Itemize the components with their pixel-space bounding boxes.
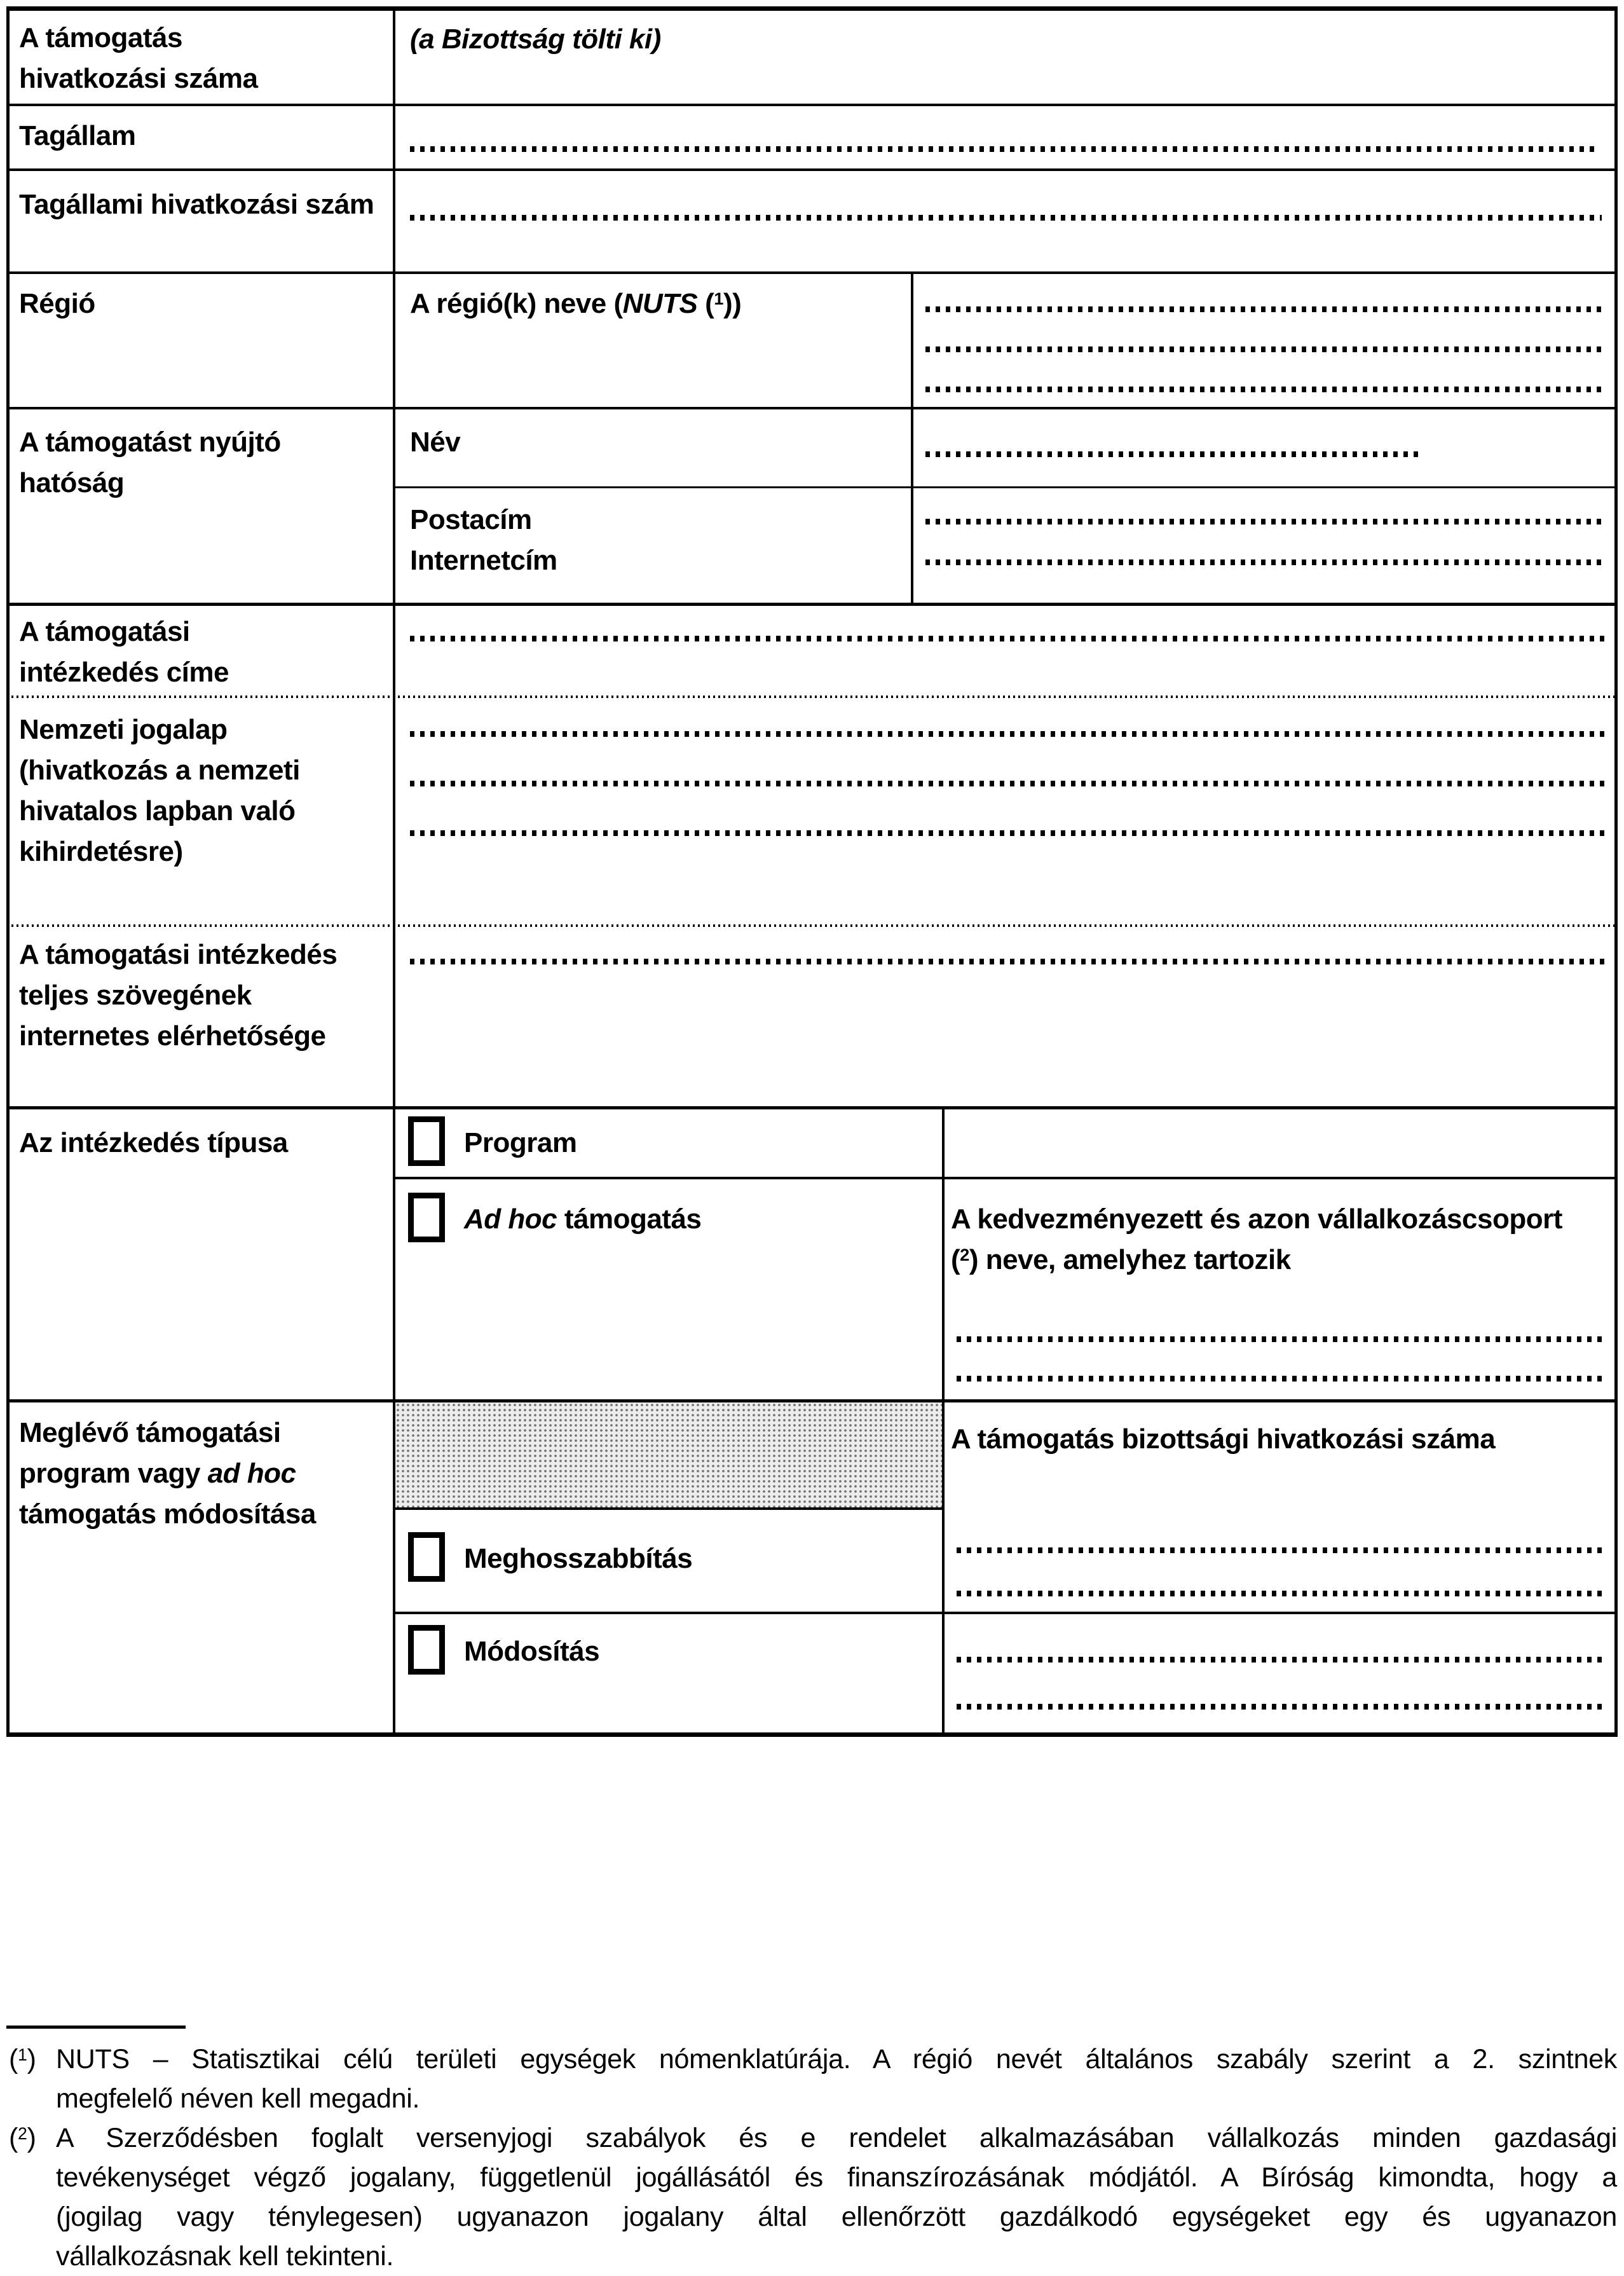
dotted-fill-line bbox=[410, 146, 1595, 152]
dotted-fill-line bbox=[925, 559, 1602, 565]
dotted-fill-line bbox=[925, 519, 1602, 524]
border bbox=[1614, 6, 1618, 1737]
dotted-fill-line bbox=[410, 959, 1608, 964]
border bbox=[942, 1106, 945, 1732]
modify-label: Módosítás bbox=[464, 1636, 600, 1667]
footnote-line: vállalkozásnak kell tekinteni. bbox=[56, 2241, 394, 2272]
reference-value: (a Bizottság tölti ki) bbox=[410, 24, 661, 55]
program-label: Program bbox=[464, 1127, 577, 1158]
border bbox=[393, 1177, 1618, 1179]
dotted-fill-line bbox=[925, 346, 1603, 352]
dotted-fill-line bbox=[957, 1657, 1602, 1662]
dotted-fill-line bbox=[925, 306, 1603, 312]
checkbox-program[interactable] bbox=[408, 1116, 445, 1166]
dotted-fill-line bbox=[925, 451, 1421, 457]
row-label-measure-type: Az intézkedés típusa bbox=[19, 1127, 288, 1158]
beneficiary-suffix: ) neve, amelyhez tartozik bbox=[969, 1244, 1291, 1275]
border bbox=[6, 407, 1618, 409]
beneficiary-prefix: A kedvezményezett és azon vállalkozáscsoport ( bbox=[951, 1203, 1562, 1275]
footnote-line: tevékenységet végző jogalany, függetlenül jogállásától és finanszírozásának módjától. A Bíróság kimondta, hogy a bbox=[56, 2162, 1617, 2193]
footnote-1-text bbox=[56, 2039, 1617, 2118]
adhoc-label bbox=[464, 1199, 701, 1240]
footnote-line: (jogilag vagy ténylegesen) ugyanazon jogalany által ellenőrzött gazdálkodó egységeket egy és ugyanazon bbox=[56, 2202, 1617, 2232]
dotted-border bbox=[6, 924, 1618, 927]
dotted-fill-line bbox=[957, 1547, 1602, 1553]
footnote-line: megfelelő néven kell megadni. bbox=[56, 2083, 420, 2114]
row-label-full-text: A támogatási intézkedés teljes szövegének internetes elérhetősége bbox=[19, 939, 338, 1052]
row-label-member-state: Tagállam bbox=[19, 120, 136, 151]
authority-internet-label: Internetcím bbox=[410, 545, 557, 576]
authority-postal-label: Postacím bbox=[410, 504, 532, 535]
footnote-2-marker bbox=[9, 2118, 36, 2158]
beneficiary-label bbox=[951, 1199, 1586, 1280]
commission-ref-label: A támogatás bizottsági hivatkozási száma bbox=[951, 1423, 1496, 1455]
border bbox=[393, 1612, 1618, 1614]
checkbox-modify[interactable] bbox=[408, 1625, 445, 1675]
border bbox=[6, 104, 1618, 106]
dotted-fill-line bbox=[410, 636, 1608, 641]
footnote-1-open: ( bbox=[9, 2044, 18, 2074]
footnote-ref-1: 1 bbox=[714, 289, 723, 309]
border bbox=[6, 1106, 1618, 1109]
footnote-rule bbox=[6, 2026, 186, 2029]
row-label-reference: A támogatás hivatkozási száma bbox=[19, 22, 258, 94]
border bbox=[6, 168, 1618, 171]
footnote-2-number: 2 bbox=[18, 2123, 27, 2143]
footnote-1-number: 1 bbox=[18, 2045, 27, 2064]
border bbox=[393, 486, 1618, 488]
row-label-authority: A támogatást nyújtó hatóság bbox=[19, 427, 281, 498]
nuts-label: NUTS bbox=[622, 288, 698, 319]
dotted-fill-line bbox=[957, 1336, 1602, 1342]
dotted-fill-line bbox=[957, 1591, 1602, 1596]
row-label-region: Régió bbox=[19, 288, 95, 319]
checkbox-adhoc[interactable] bbox=[408, 1193, 445, 1242]
border bbox=[6, 271, 1618, 274]
footnote-ref-2: 2 bbox=[960, 1245, 969, 1265]
checkbox-extension[interactable] bbox=[408, 1532, 445, 1582]
dotted-fill-line bbox=[925, 387, 1603, 392]
dotted-fill-line bbox=[410, 215, 1602, 221]
footnote-1-close: ) bbox=[27, 2044, 36, 2074]
footnote-2-close: ) bbox=[27, 2123, 36, 2153]
modification-label-italic: ad hoc bbox=[207, 1458, 296, 1489]
row-label-measure-title: A támogatási intézkedés címe bbox=[19, 616, 229, 688]
footnote-2-open: ( bbox=[9, 2123, 18, 2153]
footnote-1-marker bbox=[9, 2039, 36, 2079]
shaded-cell bbox=[395, 1402, 942, 1507]
region-sup-open: ( bbox=[697, 288, 714, 319]
border bbox=[6, 6, 10, 1737]
region-name-prefix: A régió(k) neve ( bbox=[410, 288, 623, 319]
border bbox=[6, 603, 1618, 606]
dotted-fill-line bbox=[957, 1704, 1602, 1710]
border bbox=[6, 6, 1618, 11]
extension-label: Meghosszabbítás bbox=[464, 1543, 693, 1574]
adhoc-label-italic: Ad hoc bbox=[464, 1203, 557, 1235]
region-sup-close: )) bbox=[723, 288, 742, 319]
dotted-fill-line bbox=[410, 731, 1608, 737]
border bbox=[393, 1507, 945, 1510]
region-name-label bbox=[410, 284, 741, 324]
border bbox=[6, 1732, 1618, 1737]
modification-label-suffix: támogatás módosítása bbox=[19, 1498, 316, 1530]
row-label-modification bbox=[19, 1413, 375, 1535]
modification-label-prefix: Meglévő támogatási program vagy bbox=[19, 1417, 281, 1489]
dotted-fill-line bbox=[410, 830, 1608, 836]
adhoc-label-rest: támogatás bbox=[557, 1203, 702, 1235]
dotted-border bbox=[6, 696, 1618, 698]
row-label-member-state-ref: Tagállami hivatkozási szám bbox=[19, 189, 374, 220]
dotted-fill-line bbox=[410, 781, 1608, 786]
footnote-line: A Szerződésben foglalt versenyjogi szabályok és e rendelet alkalmazásában vállalkozás minden gazdasági bbox=[56, 2123, 1617, 2153]
footnote-line: NUTS – Statisztikai célú területi egységek nómenklatúrája. A régió nevét általános szabály szerint a 2. szintnek bbox=[56, 2044, 1617, 2074]
dotted-fill-line bbox=[957, 1376, 1602, 1381]
footnote-2-text bbox=[56, 2118, 1617, 2276]
authority-name-label: Név bbox=[410, 427, 461, 458]
row-label-legal-basis: Nemzeti jogalap (hivatkozás a nemzeti hivatalos lapban való kihirdetésre) bbox=[19, 714, 300, 867]
border bbox=[911, 271, 913, 603]
